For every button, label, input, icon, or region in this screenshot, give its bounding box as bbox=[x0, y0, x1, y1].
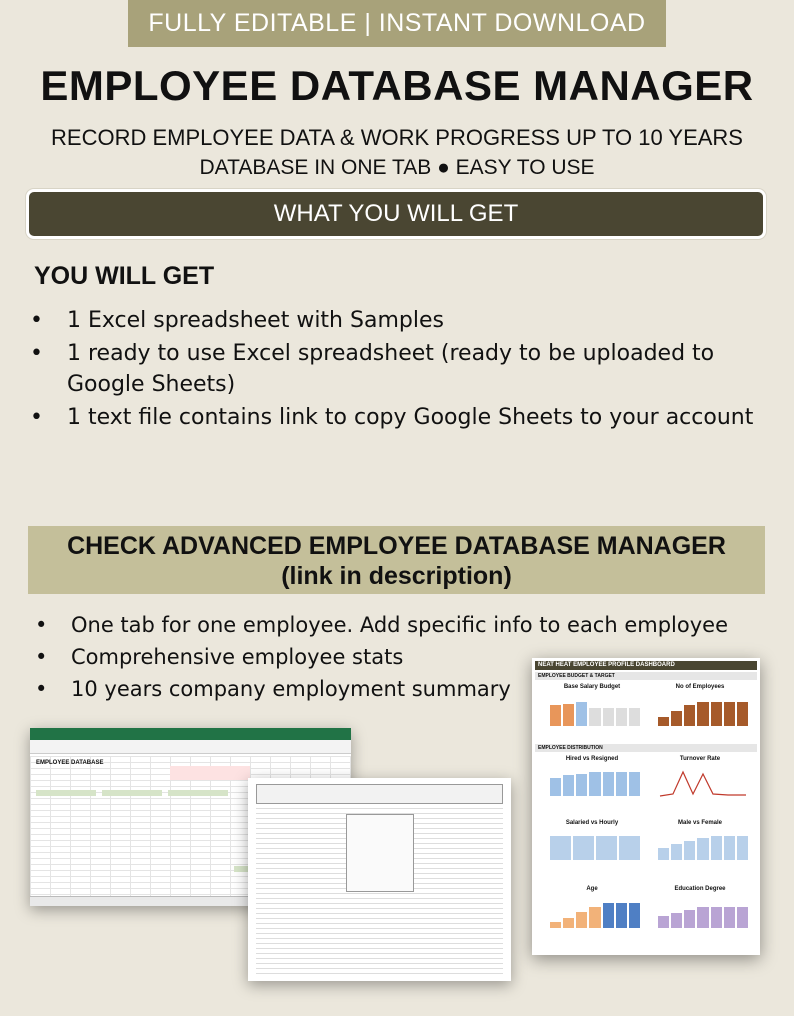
you-will-get-heading: YOU WILL GET bbox=[34, 262, 215, 290]
chart-label: No of Employees bbox=[675, 684, 725, 690]
turnover-line bbox=[658, 766, 748, 798]
education-bars bbox=[658, 898, 748, 928]
you-will-get-list bbox=[30, 305, 770, 435]
subtitle-line-2: DATABASE IN ONE TAB ● EASY TO USE bbox=[199, 156, 595, 179]
advanced-manager-bar bbox=[28, 526, 765, 594]
excel-ribbon bbox=[30, 728, 351, 740]
list-item: • 1 text file contains link to copy Google Sheets to your account bbox=[30, 402, 770, 433]
record-work-chart bbox=[346, 814, 414, 892]
chart-label: Base Salary Budget bbox=[563, 684, 621, 690]
list-item: • 10 years company employment summary bbox=[35, 673, 555, 705]
what-you-will-get-bar: WHAT YOU WILL GET bbox=[26, 189, 766, 239]
top-banner: FULLY EDITABLE | INSTANT DOWNLOAD bbox=[128, 0, 666, 47]
list-item: • Comprehensive employee stats bbox=[35, 641, 555, 673]
hired-resigned-bars bbox=[550, 766, 640, 796]
male-female-bars bbox=[658, 830, 748, 860]
chart-label: Age bbox=[586, 886, 598, 892]
chart-label: Hired vs Resigned bbox=[565, 756, 619, 762]
employee-record-preview bbox=[248, 778, 511, 981]
excel-note-block bbox=[170, 766, 250, 780]
record-header bbox=[256, 784, 503, 804]
excel-header-block bbox=[102, 790, 162, 796]
salary-budget-bars bbox=[550, 696, 640, 726]
dashboard-section-distribution: EMPLOYEE DISTRIBUTION bbox=[535, 744, 757, 752]
list-item: • 1 Excel spreadsheet with Samples bbox=[30, 305, 770, 336]
chart-label: Turnover Rate bbox=[679, 756, 721, 762]
excel-header-block bbox=[168, 790, 228, 796]
excel-header-block bbox=[36, 790, 96, 796]
page-title: EMPLOYEE DATABASE MANAGER bbox=[40, 62, 754, 109]
age-bars bbox=[550, 898, 640, 928]
dashboard-preview bbox=[532, 658, 760, 955]
salaried-hourly-bars bbox=[550, 830, 640, 860]
excel-toolbar bbox=[30, 740, 351, 754]
advanced-link-note: (link in description) bbox=[281, 562, 512, 590]
dashboard-title: NEAT HEAT EMPLOYEE PROFILE DASHBOARD bbox=[535, 661, 757, 670]
chart-label: Male vs Female bbox=[677, 820, 723, 826]
subtitle-line-1: RECORD EMPLOYEE DATA & WORK PROGRESS UP TO 10 YEARS bbox=[51, 125, 743, 150]
advanced-title: CHECK ADVANCED EMPLOYEE DATABASE MANAGER bbox=[67, 532, 726, 560]
list-item: • One tab for one employee. Add specific info to each employee bbox=[35, 609, 555, 641]
dashboard-section-budget: EMPLOYEE BUDGET & TARGET bbox=[535, 672, 757, 680]
chart-label: Salaried vs Hourly bbox=[565, 820, 619, 826]
employee-count-bars bbox=[658, 696, 748, 726]
excel-sheet-title: EMPLOYEE DATABASE bbox=[36, 760, 104, 766]
chart-label: Education Degree bbox=[674, 886, 726, 892]
list-item: • 1 ready to use Excel spreadsheet (ready to be uploaded to Google Sheets) bbox=[30, 338, 770, 400]
